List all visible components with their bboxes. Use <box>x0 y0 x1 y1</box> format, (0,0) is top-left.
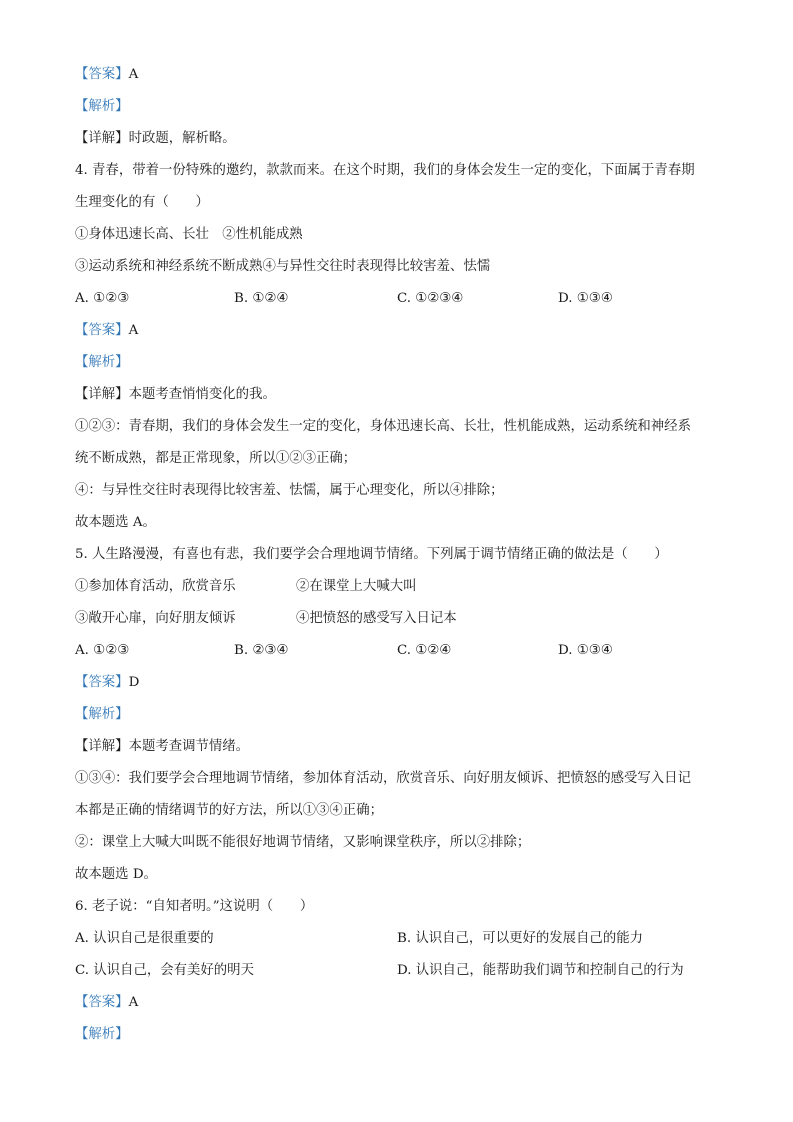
q5-explanation-line-2: 本都是正确的情绪调节的好方法，所以①③④正确； <box>75 803 383 818</box>
answer-value: A <box>128 995 139 1010</box>
q5-conclusion: 故本题选 D。 <box>75 867 157 882</box>
q4-analysis-tag: 【解析】 <box>75 355 129 370</box>
detail-tag: 【详解】 <box>75 739 129 754</box>
q4-item-line-1: ①身体迅速长高、长壮 ②性机能成熟 <box>75 227 303 242</box>
q4-explanation-line-2: 统不断成熟，都是正常现象，所以①②③正确； <box>75 451 357 466</box>
q5-option-b: B. ②③④ <box>234 643 289 658</box>
q4-item-line-2: ③运动系统和神经系统不断成熟④与异性交往时表现得比较害羞、怯懦 <box>75 259 491 274</box>
q6-option-d: D. 认识自己，能帮助我们调节和控制自己的行为 <box>397 963 684 978</box>
answer-value: A <box>128 323 139 338</box>
q5-detail <box>75 738 249 756</box>
q5-option-d: D. ①③④ <box>558 643 613 658</box>
q4-conclusion: 故本题选 A。 <box>75 515 156 530</box>
q4-stem-line-1: 4. 青春，带着一份特殊的邀约，款款而来。在这个时期，我们的身体会发生一定的变化，下面属于青春期 <box>75 163 695 178</box>
q4-option-a: A. ①②③ <box>75 291 130 306</box>
answer-tag: 【答案】 <box>75 67 129 82</box>
q5-stem: 5. 人生路漫漫，有喜也有悲，我们要学会合理地调节情绪。下列属于调节情绪正确的做法是（ ） <box>75 547 668 562</box>
q3-detail <box>75 130 236 148</box>
q5-analysis-tag: 【解析】 <box>75 707 129 722</box>
q4-option-b: B. ①②④ <box>234 291 289 306</box>
q5-explanation-line-1: ①③④：我们要学会合理地调节情绪，参加体育活动，欣赏音乐、向好朋友倾诉、把愤怒的感受写入日记 <box>75 771 691 786</box>
q6-option-a: A. 认识自己是很重要的 <box>75 931 214 946</box>
q6-analysis-tag: 【解析】 <box>75 1027 129 1042</box>
q6-option-b: B. 认识自己，可以更好的发展自己的能力 <box>397 931 643 946</box>
q5-item-3: ③敞开心扉，向好朋友倾诉 <box>75 611 236 626</box>
q4-stem-line-2: 生理变化的有（ ） <box>75 195 209 210</box>
answer-tag: 【答案】 <box>75 323 129 338</box>
q5-answer <box>75 674 139 692</box>
answer-tag: 【答案】 <box>75 675 129 690</box>
q4-explanation-line-3: ④：与异性交往时表现得比较害羞、怯懦，属于心理变化，所以④排除； <box>75 483 504 498</box>
q5-item-2: ②在课堂上大喊大叫 <box>296 579 417 594</box>
q3-analysis-tag: 【解析】 <box>75 99 129 114</box>
q4-explanation-line-1: ①②③：青春期，我们的身体会发生一定的变化，身体迅速长高、长壮，性机能成熟，运动系统和神经系 <box>75 419 691 434</box>
q6-answer <box>75 994 138 1012</box>
q5-option-a: A. ①②③ <box>75 643 130 658</box>
q4-detail <box>75 386 276 404</box>
q5-explanation-line-3: ②：课堂上大喊大叫既不能很好地调节情绪，又影响课堂秩序，所以②排除； <box>75 835 531 850</box>
q5-item-4: ④把愤怒的感受写入日记本 <box>296 611 457 626</box>
detail-tag: 【详解】 <box>75 387 129 402</box>
q6-option-c: C. 认识自己，会有美好的明天 <box>75 963 254 978</box>
detail-text: 本题考查悄悄变化的我。 <box>128 387 276 402</box>
answer-value: D <box>128 675 140 690</box>
answer-tag: 【答案】 <box>75 995 129 1010</box>
detail-text: 时政题，解析略。 <box>128 131 236 146</box>
detail-text: 本题考查调节情绪。 <box>128 739 250 754</box>
q5-item-1: ①参加体育活动，欣赏音乐 <box>75 579 236 594</box>
q4-answer <box>75 322 138 340</box>
q4-option-d: D. ①③④ <box>558 291 613 306</box>
answer-value: A <box>128 67 139 82</box>
q4-option-c: C. ①②③④ <box>397 291 464 306</box>
q3-answer <box>75 66 138 84</box>
q5-option-c: C. ①②④ <box>397 643 452 658</box>
q6-stem: 6. 老子说：“自知者明。”这说明（ ） <box>75 899 314 914</box>
detail-tag: 【详解】 <box>75 131 129 146</box>
